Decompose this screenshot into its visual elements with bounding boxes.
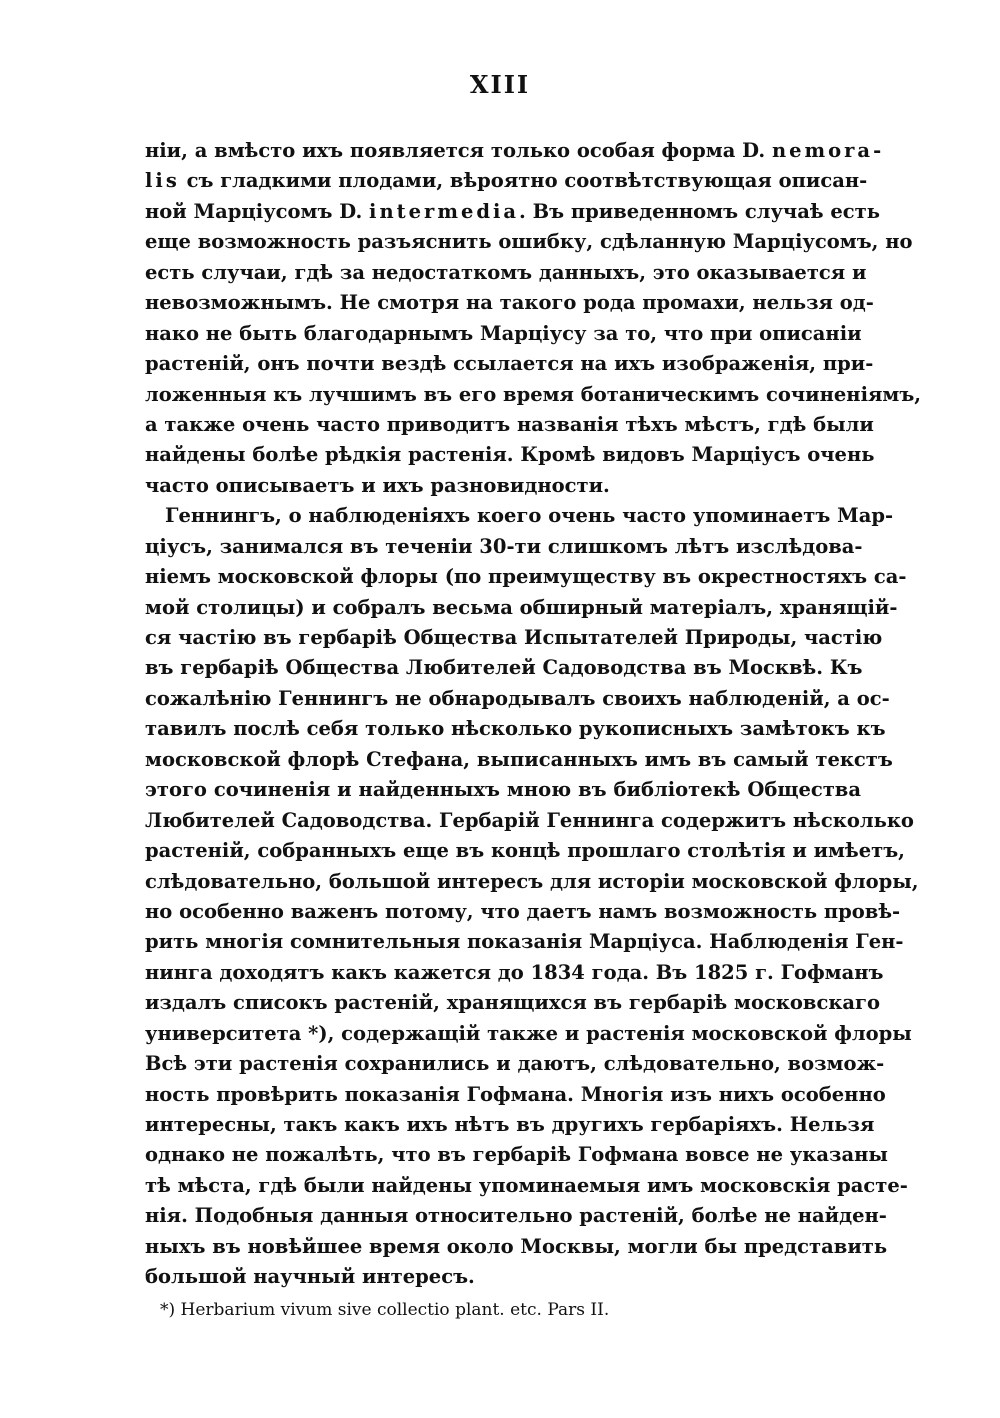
text-line	[145, 927, 904, 957]
text-line	[145, 806, 914, 836]
text-line	[145, 166, 868, 196]
text-line	[145, 380, 922, 410]
text-line	[145, 714, 886, 744]
page-number: XIII	[469, 70, 531, 99]
text-line	[145, 653, 861, 683]
text-line	[145, 1019, 912, 1049]
text-line	[145, 410, 874, 440]
text-line	[145, 1201, 887, 1231]
text-segment: рить многія сомнительныя показанія Марціуса. Наблюденія Ген-	[145, 930, 904, 954]
paragraph-1	[145, 136, 922, 501]
text-segment: ность провѣрить показанія Гофмана. Многія изъ нихъ особенно	[145, 1082, 886, 1106]
text-line	[145, 867, 919, 897]
text-line	[145, 958, 884, 988]
text-segment: невозможнымъ. Не смотря на такого рода промахи, нельзя од-	[145, 291, 874, 315]
text-segment: ной Марціусомъ D.	[145, 199, 370, 223]
text-segment: Всѣ эти растенія сохранились и даютъ, слѣдовательно, возмож-	[145, 1052, 885, 1076]
text-line	[145, 471, 861, 501]
text-segment: Геннингъ, о наблюденіяхъ коего очень часто упоминаетъ Мар-	[165, 504, 894, 528]
text-line	[145, 988, 881, 1018]
text-segment: но особенно важенъ потому, что даетъ намъ возможность провѣ-	[145, 899, 901, 923]
text-segment: Любителей Садоводства. Гербарій Геннинга содержитъ нѣсколько	[145, 808, 914, 832]
text-segment: большой научный интересъ.	[145, 1265, 475, 1289]
text-segment: нако не быть благодарнымъ Марціусу за то, что при описаніи	[145, 321, 862, 345]
text-line	[145, 623, 883, 653]
text-segment: московской флорѣ Стефана, выписанныхъ имъ въ самый текстъ	[145, 747, 893, 771]
paragraph-2	[145, 501, 919, 1292]
text-segment: этого сочиненія и найденныхъ мною въ библіотекѣ Общества	[145, 778, 861, 802]
text-line	[145, 288, 874, 318]
text-segment: нія. Подобныя данныя относительно растеній, болѣе не найден-	[145, 1204, 887, 1228]
text-segment: ныхъ въ новѣйшее время около Москвы, могли бы представить	[145, 1234, 888, 1258]
text-segment: найдены болѣе рѣдкія растенія. Кромѣ видовъ Марціусъ очень	[145, 443, 875, 467]
text-line	[145, 897, 901, 927]
text-segment: ся частію въ гербаріѣ Общества Испытателей Природы, частію	[145, 626, 883, 649]
text-segment: однако не пожалѣть, что въ гербаріѣ Гофмана вовсе не указаны	[145, 1143, 888, 1167]
text-segment: . Въ приведенномъ случаѣ есть	[519, 199, 880, 223]
text-line	[145, 1049, 885, 1079]
text-segment: часто описываетъ и ихъ разновидности.	[145, 473, 610, 497]
text-segment: нинга доходятъ какъ кажется до 1834 года. Въ 1825 г. Гофманъ	[145, 960, 884, 984]
text-segment: ніемъ московской флоры (по преимуществу въ окрестностяхъ са-	[145, 565, 907, 589]
footnote: *) Herbarium vivum sive collectio plant. etc. Pars II.	[160, 1300, 610, 1320]
text-segment: ніи, а вмѣсто ихъ появляется только особая форма D.	[145, 139, 772, 162]
text-line	[145, 562, 907, 592]
text-line	[145, 1232, 888, 1262]
text-line	[145, 319, 861, 349]
text-segment: слѣдовательно, большой интересъ для исторіи московской флоры,	[145, 869, 919, 893]
text-segment: интересны, такъ какъ ихъ нѣтъ въ другихъ гербаріяхъ. Нельзя	[145, 1113, 875, 1136]
text-line	[145, 1080, 886, 1110]
text-segment: ціусъ, занимался въ теченіи 30-ти слишкомъ лѣтъ изслѣдова-	[145, 534, 863, 558]
text-segment: съ гладкими плодами, вѣроятно соотвѣтствующая описан-	[179, 169, 868, 193]
text-line	[145, 684, 890, 714]
text-segment: въ гербаріѣ Общества Любителей Садоводства въ Москвѣ. Къ	[145, 656, 863, 680]
text-line	[145, 258, 867, 288]
text-line	[145, 136, 885, 166]
text-segment: есть случаи, гдѣ за недостаткомъ данныхъ, это оказывается и	[145, 260, 867, 284]
spaced-term: lis	[145, 169, 180, 193]
text-segment: сожалѣнію Геннингъ не обнародывалъ своихъ наблюденій, а ос-	[145, 686, 890, 710]
text-segment: еще возможность разъяснить ошибку, сдѣланную Марціусомъ, но	[145, 230, 913, 254]
text-segment: тѣ мѣста, гдѣ были найдены упоминаемыя имъ московскія расте-	[145, 1173, 908, 1197]
text-segment: тавилъ послѣ себя только нѣсколько рукописныхъ замѣтокъ къ	[145, 717, 886, 741]
text-line	[145, 1171, 908, 1201]
body-text	[145, 136, 922, 1293]
text-line	[145, 1110, 875, 1140]
text-line	[145, 1140, 888, 1170]
text-line	[145, 532, 861, 562]
spaced-term: nemora-	[771, 139, 885, 162]
text-segment: растеній, онъ почти вездѣ ссылается на ихъ изображенія, при-	[145, 352, 874, 376]
text-line	[145, 227, 913, 257]
text-line	[145, 745, 893, 775]
text-line	[145, 440, 875, 470]
text-line	[145, 349, 874, 379]
text-line	[145, 501, 894, 531]
text-segment: издалъ списокъ растеній, хранящихся въ гербаріѣ московскаго	[145, 991, 881, 1015]
text-segment: ложенныя къ лучшимъ въ его время ботаническимъ сочиненіямъ,	[145, 382, 922, 406]
text-segment: мой столицы) и собралъ весьма обширный матеріалъ, хранящій-	[145, 595, 898, 619]
text-line	[145, 197, 880, 227]
text-segment: растеній, собранныхъ еще въ концѣ прошлаго столѣтія и имѣетъ,	[145, 839, 905, 863]
text-segment: университета *), содержащій также и растенія московской флоры	[145, 1021, 912, 1045]
text-line	[145, 775, 861, 805]
spaced-term: intermedia	[369, 199, 520, 223]
text-line	[145, 1262, 861, 1292]
text-line	[145, 593, 898, 623]
text-line	[145, 836, 905, 866]
text-segment: а также очень часто приводитъ названія тѣхъ мѣстъ, гдѣ были	[145, 412, 874, 436]
